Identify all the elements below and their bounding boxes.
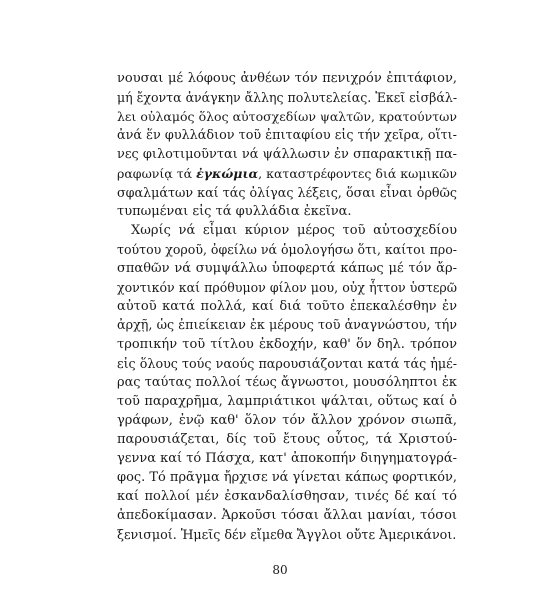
text-line: νες φιλοτιμοῦνται νά ψάλλωσιν ἐν σπαρακτικῇ πα- <box>117 147 457 162</box>
text-line: χοντικόν καί πρόθυμον φίλον μου, οὐχ ἧττον ὑστερῶ <box>117 280 457 295</box>
text-line: νουσαι μέ λόφους ἀνθέων τόν πενιχρόν ἐπιτάφιον, <box>117 71 457 86</box>
text-line: καί πολλοί μέν ἐσκανδαλίσθησαν, τινές δέ καί τό <box>117 489 457 504</box>
text-line: ξενισμοί. Ἡμεῖς δέν εἴμεθα Ἄγγλοι οὔτε Ἀμερικάνοι. <box>117 527 457 542</box>
text-line: αὐτοῦ κατά πολλά, καί διά τοῦτο ἐπεκαλέσθην ἐν <box>117 299 457 314</box>
text-line: ἀπεδοκίμασαν. Ἀρκοῦσι τόσαι ἄλλαι μανίαι, τόσοι <box>117 508 457 523</box>
text-line: μή ἔχοντα ἀνάγκην ἄλλης πολυτελείας. Ἐκεῖ εἰσβάλ- <box>117 90 458 105</box>
emphasized-word: ἐγκώμια <box>196 166 259 181</box>
text-line: φος. Τό πρᾶγμα ἤρχισε νά γίνεται κάπως φορτικόν, <box>117 470 457 485</box>
text-line: λει οὐλαμός ὅλος αὐτοσχεδίων ψαλτῶν, κρατούντων <box>117 109 457 124</box>
text-segment: ραφωνίᾳ τά <box>117 166 197 181</box>
text-line: Χωρίς νά εἶμαι κύριον μέρος τοῦ αὐτοσχεδίου <box>131 223 457 238</box>
text-line: τοῦ παραχρῆμα, λαμπριάτικοι ψάλται, οὕτως καί ὁ <box>117 394 457 409</box>
text-segment: , καταστρέφοντες διά κωμικῶν <box>258 166 457 181</box>
text-line: τυπωμέναι εἰς τά φυλλάδια ἐκεῖνα. <box>117 204 352 219</box>
text-line: γεννα καί τό Πάσχα, κατ' ἀποκοπήν διηγηματογρά- <box>117 451 457 466</box>
text-line: γράφων, ἐνῷ καθ' ὅλον τόν ἄλλον χρόνον σιωπᾶ, <box>117 413 457 428</box>
text-line: εἰς ὅλους τούς ναούς παρουσιάζονται κατά τάς ἡμέ- <box>117 356 457 371</box>
text-line: ἀνά ἕν φυλλάδιον τοῦ ἐπιταφίου εἰς τήν χεῖρα, οἵτι- <box>117 128 457 143</box>
text-line: σπαθῶν νά συμψάλλω ὑποφερτά κάπως μέ τόν ἄρ- <box>117 261 457 276</box>
text-line <box>117 166 457 181</box>
text-line: σφαλμάτων καί τάς ὀλίγας λέξεις, ὅσαι εἶναι ὀρθῶς <box>117 185 457 200</box>
page-number: 80 <box>272 563 288 577</box>
text-line: ἀρχῇ, ὡς ἐπιείκειαν ἐκ μέρους τοῦ ἀναγνώστου, τήν <box>117 318 457 333</box>
text-line: τροπικήν τοῦ τίτλου ἐκδοχήν, καθ' ὅν δηλ. τρόπον <box>117 337 457 352</box>
text-line: παρουσιάζεται, δίς τοῦ ἔτους οὗτος, τά Χριστού- <box>117 432 457 447</box>
text-line: ρας ταύτας πολλοί τέως ἄγνωστοι, μουσόληπτοι ἐκ <box>117 375 457 390</box>
text-line: τούτου χοροῦ, ὀφείλω νά ὁμολογήσω ὅτι, καίτοι προ- <box>117 242 457 257</box>
